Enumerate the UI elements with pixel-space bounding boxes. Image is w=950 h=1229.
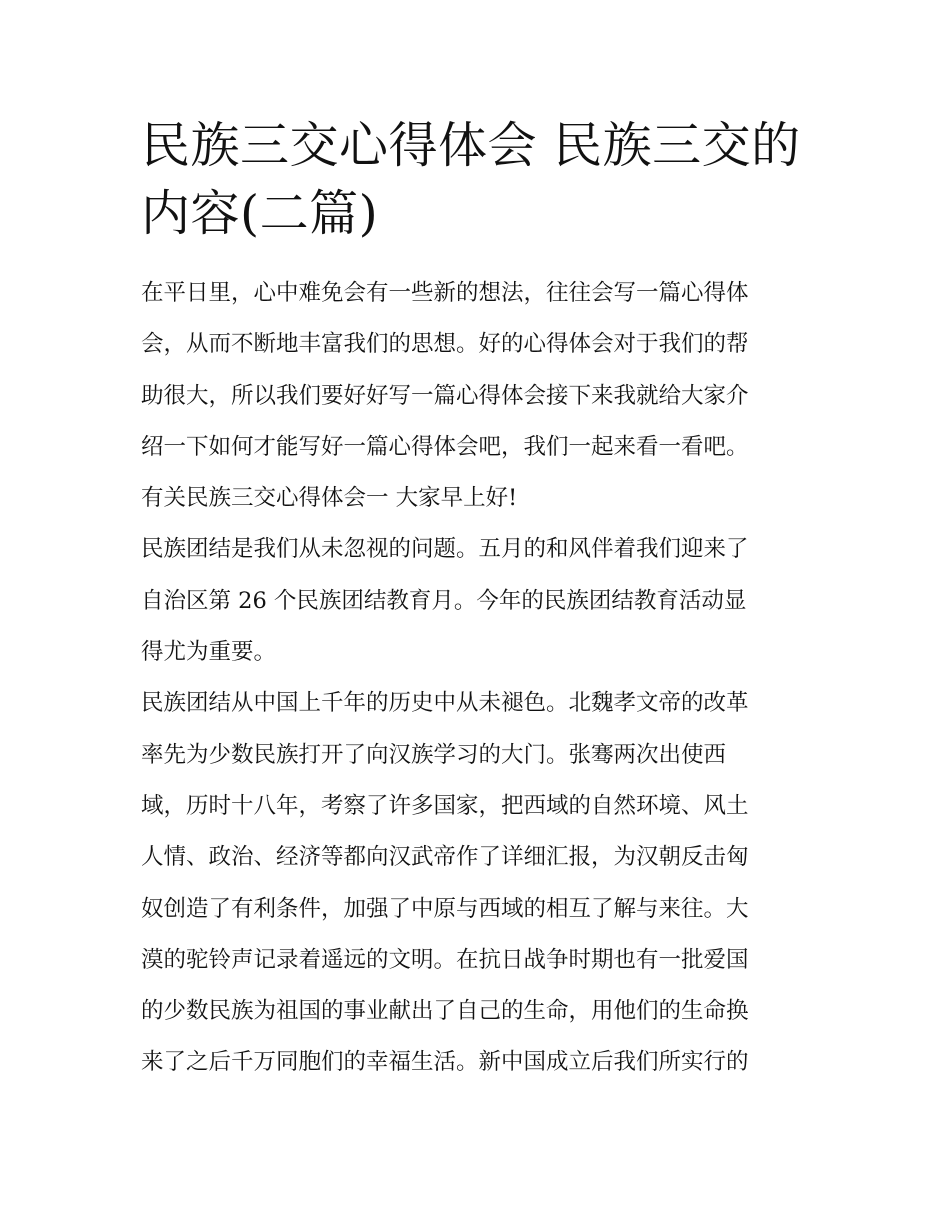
body-line: 民族团结从中国上千年的历史中从未褪色。北魏孝文帝的改革 <box>141 690 749 717</box>
body-line: 人情、政治、经济等都向汉武帝作了详细汇报，为汉朝反击匈 <box>141 844 749 871</box>
body-line: 有关民族三交心得体会一 大家早上好! <box>141 485 518 512</box>
body-line: 在平日里，心中难免会有一些新的想法，往往会写一篇心得体 <box>141 280 749 306</box>
body-line: 得尤为重要。 <box>141 639 277 666</box>
body-line: 绍一下如何才能写好一篇心得体会吧，我们一起来看一看吧。 <box>141 433 749 460</box>
document-body <box>141 268 813 1089</box>
body-line: 漠的驼铃声记录着遥远的文明。在抗日战争时期也有一批爱国 <box>141 946 749 973</box>
body-line: 自治区第 26 个民族团结教育月。今年的民族团结教育活动显 <box>141 587 747 614</box>
body-line: 域，历时十八年，考察了许多国家，把西域的自然环境、风土 <box>141 792 749 819</box>
body-line: 率先为少数民族打开了向汉族学习的大门。张骞两次出使西 <box>141 741 727 768</box>
body-line: 民族团结是我们从未忽视的问题。五月的和风伴着我们迎来了 <box>141 536 749 563</box>
title-line: 民族三交心得体会 民族三交的 <box>141 117 801 174</box>
body-line: 奴创造了有利条件，加强了中原与西域的相互了解与来往。大 <box>141 895 749 922</box>
body-line: 的少数民族为祖国的事业献出了自己的生命，用他们的生命换 <box>141 998 749 1025</box>
body-line: 会，从而不断地丰富我们的思想。好的心得体会对于我们的帮 <box>141 331 749 358</box>
document-content <box>141 112 813 1089</box>
document-title <box>141 112 813 248</box>
body-line: 来了之后千万同胞们的幸福生活。新中国成立后我们所实行的 <box>141 1049 749 1076</box>
body-line: 助很大，所以我们要好好写一篇心得体会接下来我就给大家介 <box>141 382 749 409</box>
title-line: 内容(二篇) <box>141 185 379 242</box>
